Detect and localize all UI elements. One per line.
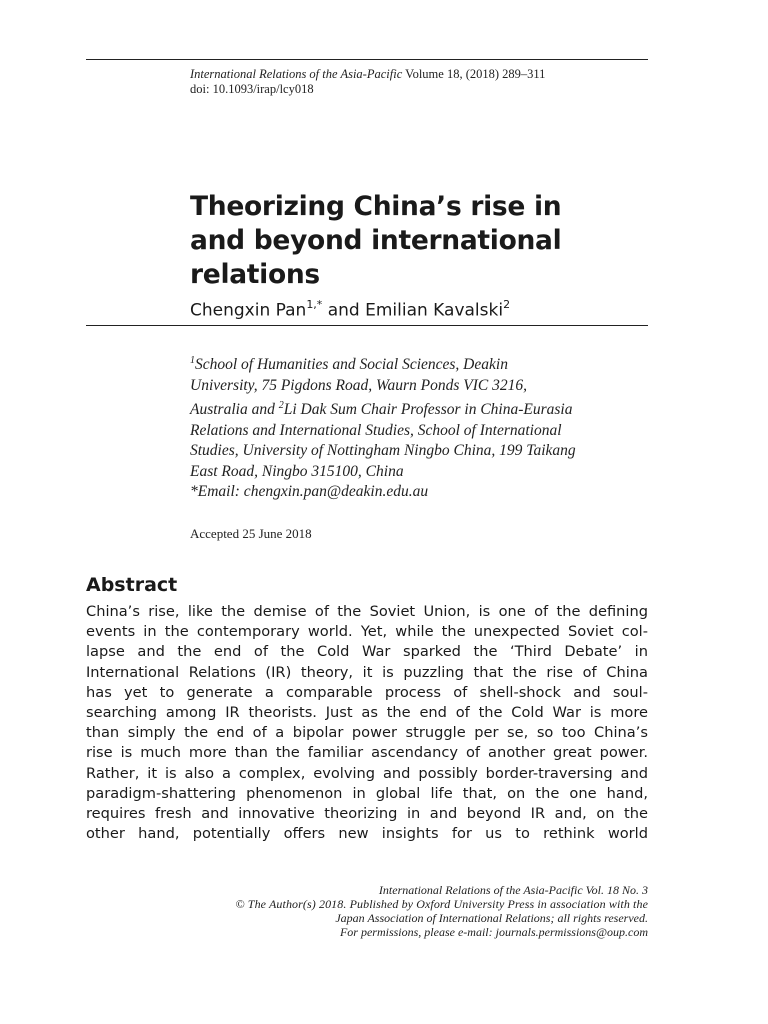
author-affiliation-marker: 1,* [306, 298, 323, 311]
abstract-line: rise is much more than the familiar ascendancy of another great power. [86, 744, 648, 762]
author-joiner: and [327, 300, 360, 321]
affiliation-line [190, 462, 650, 483]
affiliation-text: School of Humanities and Social Sciences, Deakin [195, 356, 508, 374]
title-line: and beyond international [190, 225, 562, 256]
affiliation-marker: 2 [278, 400, 284, 412]
author-affiliation-marker: 2 [503, 298, 511, 311]
footer-copyright-line: © The Author(s) 2018. Published by Oxford University Press in association with the [235, 897, 648, 911]
top-rule [86, 59, 648, 60]
abstract-line: lapse and the end of the Cold War sparked the ‘Third Debate’ in [86, 643, 648, 661]
title-line: relations [190, 259, 320, 290]
journal-name: International Relations of the Asia-Pacific [190, 67, 403, 81]
abstract-line: requires fresh and innovative theorizing in and beyond IR and, on the [86, 805, 648, 823]
footer-association-line: Japan Association of International Relations; all rights reserved. [335, 911, 648, 925]
affiliation-line [190, 351, 650, 376]
abstract-line: International Relations (IR) theory, it is puzzling that the rise of China [86, 663, 648, 681]
abstract-line: searching among IR theorists. Just as the end of the Cold War is more [86, 704, 648, 722]
affiliation-line [190, 421, 650, 442]
affiliation-line [190, 482, 650, 503]
title-line: Theorizing China’s rise in [190, 191, 562, 222]
affiliation-text: East Road, Ningbo 315100, China [190, 462, 404, 480]
volume-info: Volume 18, (2018) 289–311 [405, 67, 546, 81]
affiliation-text: Studies, University of Nottingham Ningbo China, 199 Taikang [190, 442, 576, 460]
abstract-line: Rather, it is also a complex, evolving and possibly border-traversing and [86, 764, 648, 782]
affiliation-text: University, 75 Pigdons Road, Waurn Ponds VIC 3216, [190, 376, 527, 394]
abstract-body [86, 602, 648, 844]
affiliation-marker: 1 [190, 355, 195, 366]
affiliation-text: Li Dak Sum Chair Professor in China-Eurasia [283, 401, 573, 419]
author-name: Chengxin Pan [190, 300, 307, 321]
abstract-line: has yet to generate a comparable process of shell-shock and soul- [86, 683, 648, 701]
author-line [190, 299, 510, 321]
abstract-line: other hand, potentially offers new insights for us to rethink world [86, 825, 648, 843]
footer-journal-line: International Relations of the Asia-Pacific Vol. 18 No. 3 [378, 883, 648, 897]
doi: doi: 10.1093/irap/lcy018 [190, 82, 314, 96]
affiliation-line [190, 441, 650, 462]
affiliations [190, 351, 650, 503]
abstract-line: than simply the end of a bipolar power struggle per se, so too China’s [86, 724, 648, 742]
journal-header [190, 67, 545, 97]
affiliation-line [190, 396, 650, 421]
footer-permissions-line: For permissions, please e-mail: journals.permissions@oup.com [339, 925, 648, 939]
title-rule [86, 325, 648, 326]
abstract-heading: Abstract [86, 574, 178, 596]
email-link[interactable]: *Email: chengxin.pan@deakin.edu.au [190, 483, 429, 501]
abstract-line: events in the contemporary world. Yet, while the unexpected Soviet col- [86, 623, 648, 641]
article-title [190, 190, 630, 292]
copyright-footer [235, 883, 648, 939]
affiliation-text: Relations and International Studies, School of International [190, 421, 562, 439]
abstract-line: paradigm-shattering phenomenon in global life that, on the one hand, [86, 784, 648, 802]
author-name: Emilian Kavalski [365, 300, 504, 321]
affiliation-text: Australia and [190, 401, 279, 419]
journal-citation-line [190, 67, 545, 82]
accepted-date: Accepted 25 June 2018 [190, 526, 312, 541]
abstract-line: China’s rise, like the demise of the Soviet Union, is one of the defining [86, 603, 648, 620]
affiliation-line [190, 376, 650, 397]
